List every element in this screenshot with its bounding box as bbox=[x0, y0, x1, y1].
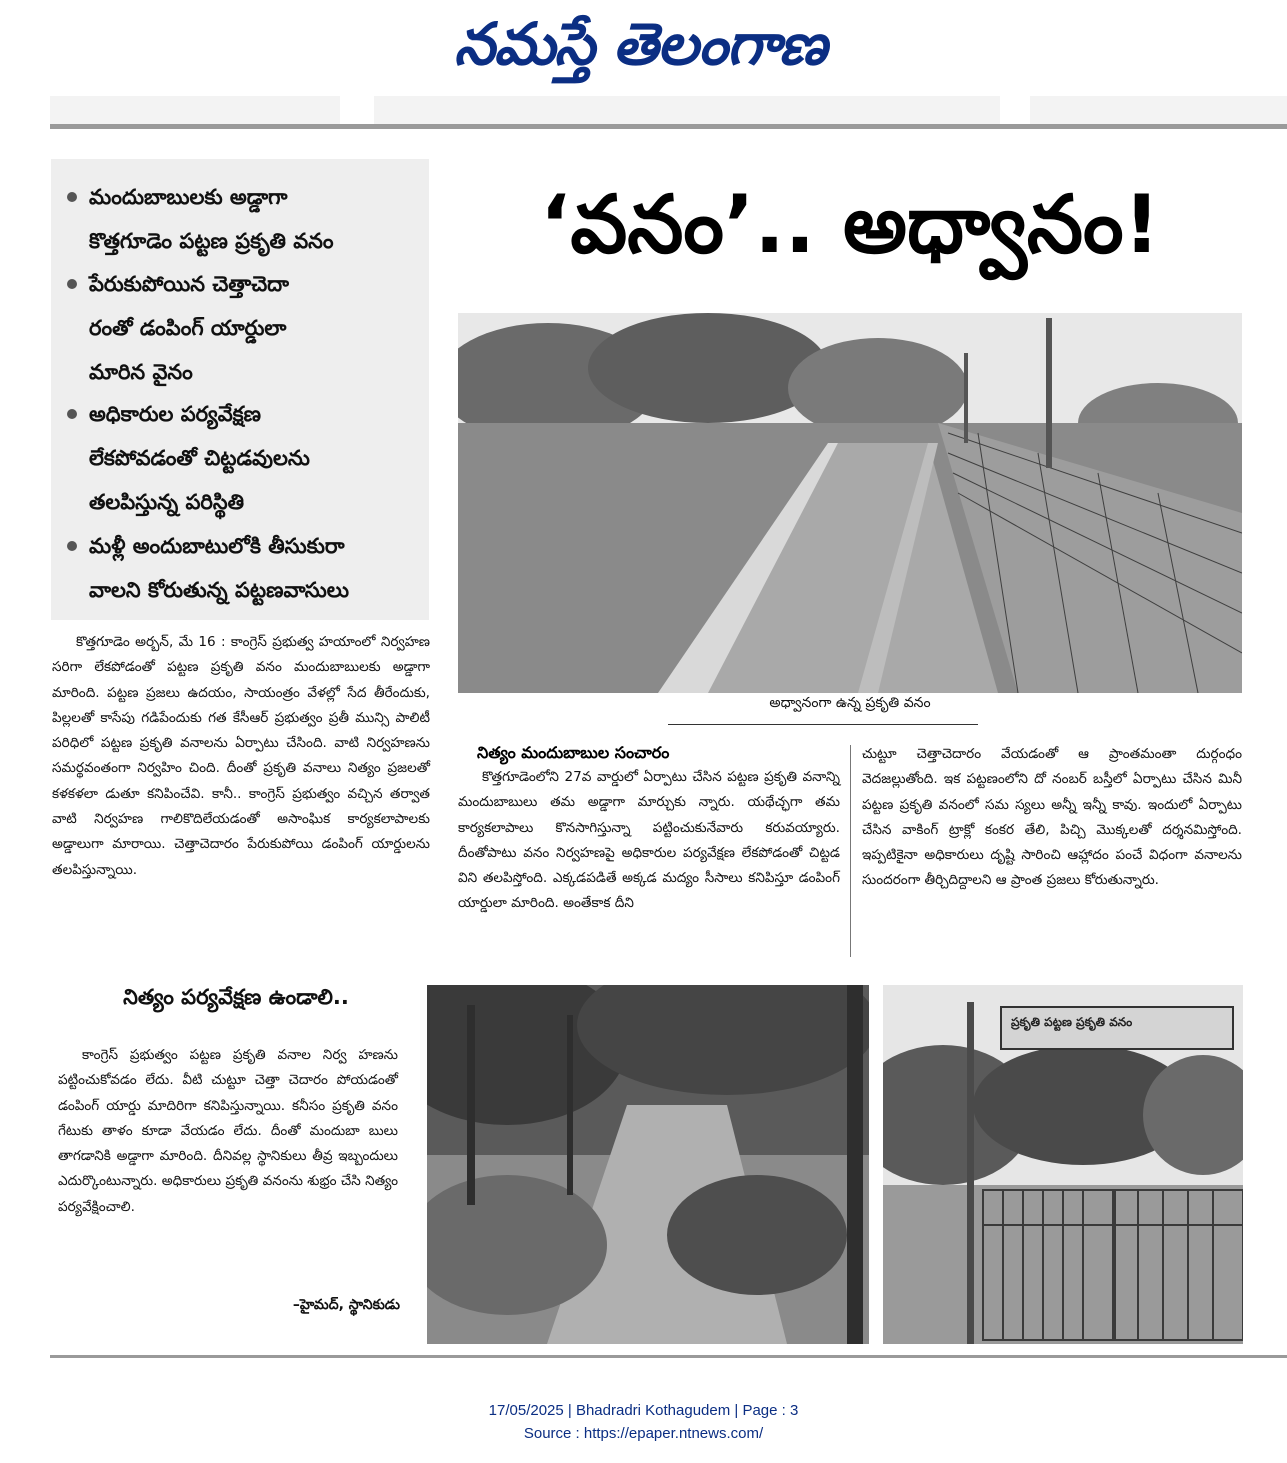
main-photo bbox=[458, 313, 1242, 693]
bullet-icon bbox=[67, 409, 77, 419]
footer-date-edition: 17/05/2025 | Bhadradri Kothagudem | Page : 3 bbox=[488, 1402, 799, 1419]
masthead bbox=[0, 0, 1287, 90]
park-path-image bbox=[458, 313, 1242, 693]
bullet-icon bbox=[67, 279, 77, 289]
park-gate-image bbox=[883, 985, 1243, 1344]
article-column-2: కొత్తగూడెంలోని 27వ వార్డులో ఏర్పాటు చేసిన పట్టణ ప్రకృతి వనాన్ని మందుబాబులు తమ అడ్డాగా మార్చుకు న్నారు. యథేచ్ఛగా తమ కార్యకలాపాలు కొనసాగిస్తున్నా పట్టించుకునేవారు కరువయ్యారు. దీంతోపాటు వనం నిర్వహణపై అధికారుల పర్యవేక్షణ లేకపోడంతో చిట్టడ విని తలపిస్తోంది. ఎక్కడపడితే అక్కడ మద్యం సీసాలు కనిపిస్తూ డంపింగ్ యార్డులా మారింది. అంతేకాక దీని bbox=[458, 769, 840, 912]
top-strip bbox=[50, 96, 340, 126]
bullet-icon bbox=[67, 192, 77, 202]
overgrown-park-image bbox=[427, 985, 869, 1344]
column-divider bbox=[850, 745, 851, 957]
article-column-1: కొత్తగూడెం అర్బన్, మే 16 : కాంగ్రెస్ ప్రభుత్వ హయాంలో నిర్వహణ సరిగా లేకపోడంతో పట్టణ ప్రకృతి వనం మందుబాబులకు అడ్డాగా మారింది. పట్టణ ప్రజలు ఉదయం, సాయంత్రం వేళల్లో సేద తీరేందుకు, పిల్లలతో కాసేపు గడిపేందుకు గత కేసీఆర్ ప్రభుత్వం ప్రతీ మున్సి పాలిటీ పరిధిలో పట్టణ ప్రకృతి వనాలను ఏర్పాటు చేసింది. వాటి నిర్వహణను సమర్థవంతంగా నిర్వహిం చింది. దీంతో ప్రకృతి వనాలు నిత్యం ప్రజలతో కళకళలా డుతూ కనిపించేవి. కానీ.. కాంగ్రెస్ ప్రభుత్వం వచ్చిన తర్వాత వాటి నిర్వహణ గాలికొదిలేయడంతో అసాంఘిక కార్యకలాపాలకు అడ్డాలుగా మారాయి. చెత్తాచెదారం పేరుకుపోయి డంపింగ్ యార్డులను తలపిస్తున్నాయి. bbox=[52, 634, 430, 878]
headline: ‘వనం’.. అధ్వానం! bbox=[539, 178, 1161, 271]
top-rule bbox=[50, 124, 1287, 129]
article-subhead: నిత్యం మందుబాబుల సంచారం bbox=[477, 743, 670, 762]
park-sign-text: ప్రకృతి పట్టణ ప్రకృతి వనం bbox=[1011, 1015, 1133, 1029]
sidebar-attribution: –హైమద్, స్థానికుడు bbox=[292, 1297, 400, 1313]
highlights-box: మందుబాబులకు అడ్డాగా కొత్తగూడెం పట్టణ ప్రకృతి వనం పేరుకుపోయిన చెత్తాచెదా రంతో డంపింగ్ యార్డులా మారిన వైనం అధికారుల పర్యవేక్షణ లేకపోవడంతో చిట్టడవులను తలపిస్తున్న పరిస్థితి మళ్లీ అందుబాటులోకి తీసుకురా వాలని కోరుతున్న పట్టణవాసులు bbox=[51, 159, 429, 620]
photo-caption: అధ్వానంగా ఉన్న ప్రకృతి వనం bbox=[769, 695, 931, 711]
forest-photo bbox=[427, 985, 869, 1344]
newspaper-logo: నమస్తే తెలంగాణ bbox=[454, 10, 826, 78]
sidebar-title: నిత్యం పర్యవేక్షణ ఉండాలి.. bbox=[123, 985, 349, 1009]
article-column-3: చుట్టూ చెత్తాచెదారం వేయడంతో ఆ ప్రాంతమంతా దుర్గంధం వెదజల్లుతోంది. ఇక పట్టణంలోని దో నంబర్ బస్తీలో ఏర్పాటు చేసిన మినీ పట్టణ ప్రకృతి వనంలో సమ స్యలు అన్నీ ఇన్నీ కావు. ఇందులో ఏర్పాటు చేసిన వాకింగ్ ట్రాక్లో కంకర తేలి, పిచ్చి మొక్కలతో దర్శనమిస్తోంది. ఇప్పటికైనా అధికారులు దృష్టి సారించి ఆహ్లాదం పంచే విధంగా వనాలను సుందరంగా తీర్చిదిద్దాలని ఆ ప్రాంత ప్రజలు కోరుతున్నారు. bbox=[862, 746, 1242, 889]
caption-rule bbox=[668, 724, 978, 725]
bullet-icon bbox=[67, 541, 77, 551]
footer-source-link[interactable]: Source : https://epaper.ntnews.com/ bbox=[523, 1425, 764, 1442]
gate-photo bbox=[883, 985, 1243, 1344]
bottom-rule bbox=[50, 1355, 1287, 1358]
top-strip bbox=[374, 96, 1000, 126]
sidebar-body: కాంగ్రెస్ ప్రభుత్వం పట్టణ ప్రకృతి వనాల నిర్వ హణను పట్టించుకోవడం లేదు. వీటి చుట్టూ చెత్తా చెదారం పోయడంతో డంపింగ్ యార్డు మాదిరిగా కనిపిస్తున్నాయి. కనీసం ప్రకృతి వనం గేటుకు తాళం కూడా వేయడం లేదు. దీంతో మందుబా బులు తాగడానికి అడ్డాగా మారింది. దీనివల్ల స్థానికులు తీవ్ర ఇబ్బందులు ఎదుర్కొంటున్నారు. అధికారులు ప్రకృతి వనంను శుభ్రం చేసి నిత్యం పర్యవేక్షించాలి. bbox=[58, 1047, 398, 1215]
top-strip bbox=[1030, 96, 1287, 126]
